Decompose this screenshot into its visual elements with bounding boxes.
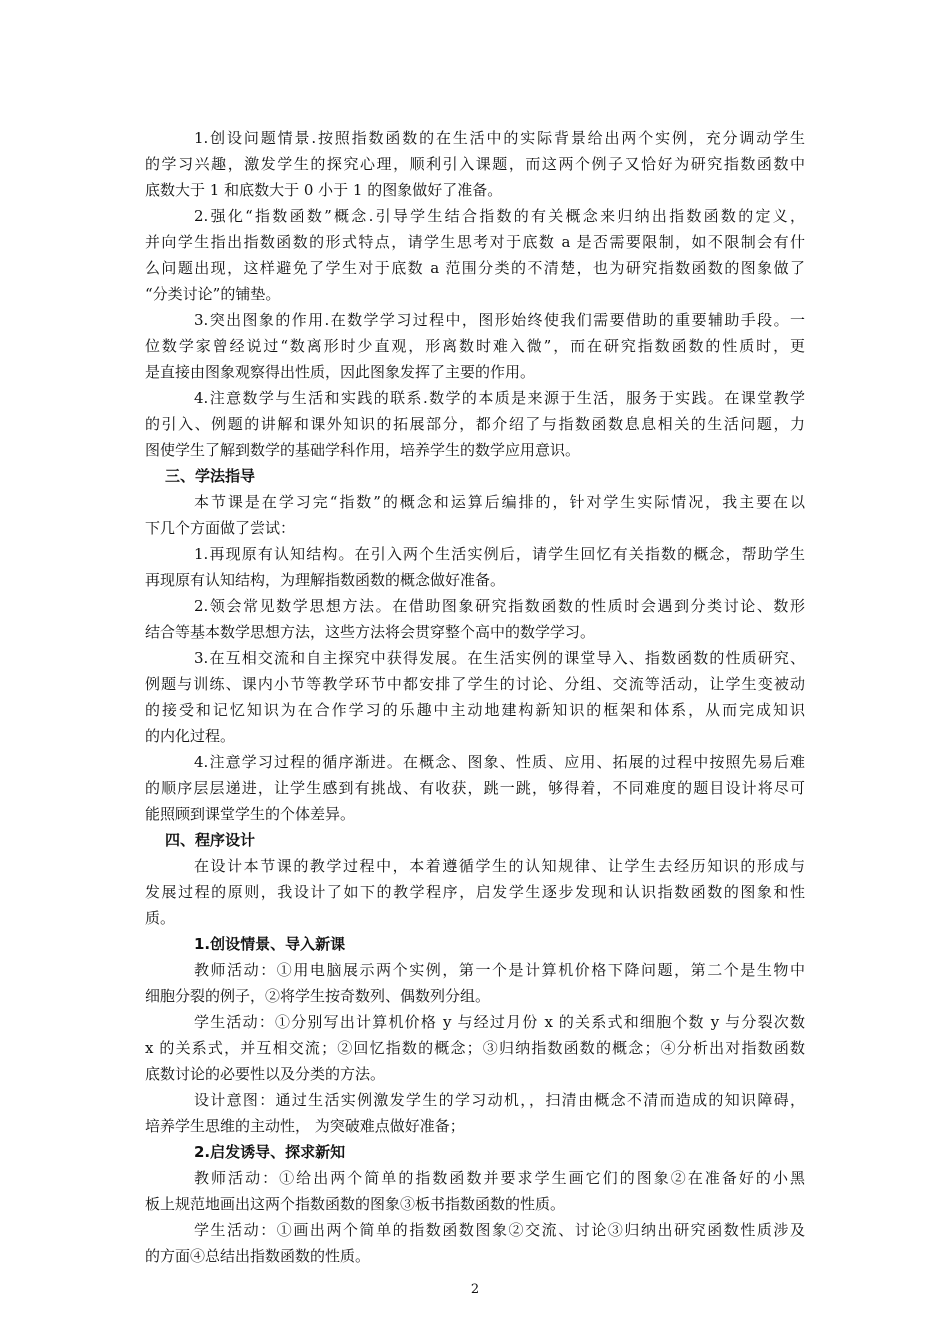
text-line: 本节课是在学习完“指数”的概念和运算后编排的，针对学生实际情况，我主要在以 — [194, 493, 805, 511]
section-heading-study-method: 三、学法指导 — [165, 467, 256, 485]
text-line: 2.强化“指数函数”概念.引导学生结合指数的有关概念来归纳出指数函数的定义， — [194, 207, 805, 225]
text-line: 下几个方面做了尝试： — [145, 519, 296, 537]
text-line: 是直接由图象观察得出性质，因此图象发挥了主要的作用。 — [145, 363, 536, 381]
text-line: 板上规范地画出这两个指数函数的图象③板书指数函数的性质。 — [145, 1195, 566, 1213]
text-line: 再现原有认知结构，为理解指数函数的概念做好准备。 — [145, 571, 506, 589]
text-line: x 的关系式，并互相交流；②回忆指数的概念；③归纳指数函数的概念；④分析出对指数函数 — [145, 1039, 805, 1057]
text-line: 的接受和记忆知识为在合作学习的乐趣中主动地建构新知识的框架和体系，从而完成知识 — [145, 701, 805, 719]
text-line: 质。 — [145, 909, 176, 927]
text-line: 的引入、例题的讲解和课外知识的拓展部分，都介绍了与指数函数息息相关的生活问题，力 — [145, 415, 805, 433]
text-line: 学生活动：①分别写出计算机价格 y 与经过月份 x 的关系式和细胞个数 y 与分裂次数 — [194, 1013, 805, 1031]
text-line: 3.突出图象的作用.在数学学习过程中，图形始终使我们需要借助的重要辅助手段。一 — [194, 311, 805, 329]
text-line: 在设计本节课的教学过程中，本着遵循学生的认知规律、让学生去经历知识的形成与 — [194, 857, 805, 875]
text-line: 的顺序层层递进，让学生感到有挑战、有收获，跳一跳，够得着，不同难度的题目设计将尽可 — [145, 779, 805, 797]
text-line: 3.在互相交流和自主探究中获得发展。在生活实例的课堂导入、指数函数的性质研究、 — [194, 649, 805, 667]
text-line: 4.注意学习过程的循序渐进。在概念、图象、性质、应用、拓展的过程中按照先易后难 — [194, 753, 805, 771]
text-line: 图使学生了解到数学的基础学科作用，培养学生的数学应用意识。 — [145, 441, 581, 459]
text-line: 的方面④总结出指数函数的性质。 — [145, 1247, 371, 1265]
section-heading-procedure: 四、程序设计 — [165, 831, 256, 849]
step-1-heading: 1.创设情景、导入新课 — [194, 935, 346, 953]
text-line: 4.注意数学与生活和实践的联系.数学的本质是来源于生活，服务于实践。在课堂教学 — [194, 389, 805, 407]
text-line: 底数大于 1 和底数大于 0 小于 1 的图象做好了准备。 — [145, 181, 503, 199]
text-line: 底数讨论的必要性以及分类的方法。 — [145, 1065, 386, 1083]
text-line: “分类讨论”的铺垫。 — [145, 285, 281, 303]
text-line: 结合等基本数学思想方法，这些方法将会贯穿整个高中的数学学习。 — [145, 623, 596, 641]
text-line: 发展过程的原则，我设计了如下的教学程序，启发学生逐步发现和认识指数函数的图象和性 — [145, 883, 805, 901]
text-line: 教师活动：①用电脑展示两个实例，第一个是计算机价格下降问题，第二个是生物中 — [194, 961, 805, 979]
text-line: 细胞分裂的例子，②将学生按奇数列、偶数列分组。 — [145, 987, 491, 1005]
text-line: 么问题出现，这样避免了学生对于底数 a 范围分类的不清楚，也为研究指数函数的图象做了 — [145, 259, 805, 277]
text-line: 的学习兴趣，激发学生的探究心理，顺利引入课题，而这两个例子又恰好为研究指数函数中 — [145, 155, 805, 173]
page-number: 2 — [470, 1282, 480, 1297]
text-line: 的内化过程。 — [145, 727, 236, 745]
text-line: 位数学家曾经说过“数离形时少直观，形离数时难入微”，而在研究指数函数的性质时，更 — [145, 337, 805, 355]
text-line: 2.领会常见数学思想方法。在借助图象研究指数函数的性质时会遇到分类讨论、数形 — [194, 597, 805, 615]
step-2-heading: 2.启发诱导、探求新知 — [194, 1143, 346, 1161]
text-line: 1.创设问题情景.按照指数函数的在生活中的实际背景给出两个实例，充分调动学生 — [194, 129, 805, 147]
text-line: 例题与训练、课内小节等教学环节中都安排了学生的讨论、分组、交流等活动，让学生变被动 — [145, 675, 805, 693]
text-line: 学生活动：①画出两个简单的指数函数图象②交流、讨论③归纳出研究函数性质涉及 — [194, 1221, 805, 1239]
text-line: 培养学生思维的主动性， 为突破难点做好准备； — [145, 1117, 465, 1135]
text-line: 并向学生指出指数函数的形式特点，请学生思考对于底数 a 是否需要限制，如不限制会有什 — [145, 233, 805, 251]
text-line: 教师活动：①给出两个简单的指数函数并要求学生画它们的图象②在准备好的小黑 — [194, 1169, 805, 1187]
text-line: 设计意图：通过生活实例激发学生的学习动机，，扫清由概念不清而造成的知识障碍， — [194, 1091, 805, 1109]
text-line: 能照顾到课堂学生的个体差异。 — [145, 805, 356, 823]
text-line: 1.再现原有认知结构。在引入两个生活实例后，请学生回忆有关指数的概念，帮助学生 — [194, 545, 805, 563]
